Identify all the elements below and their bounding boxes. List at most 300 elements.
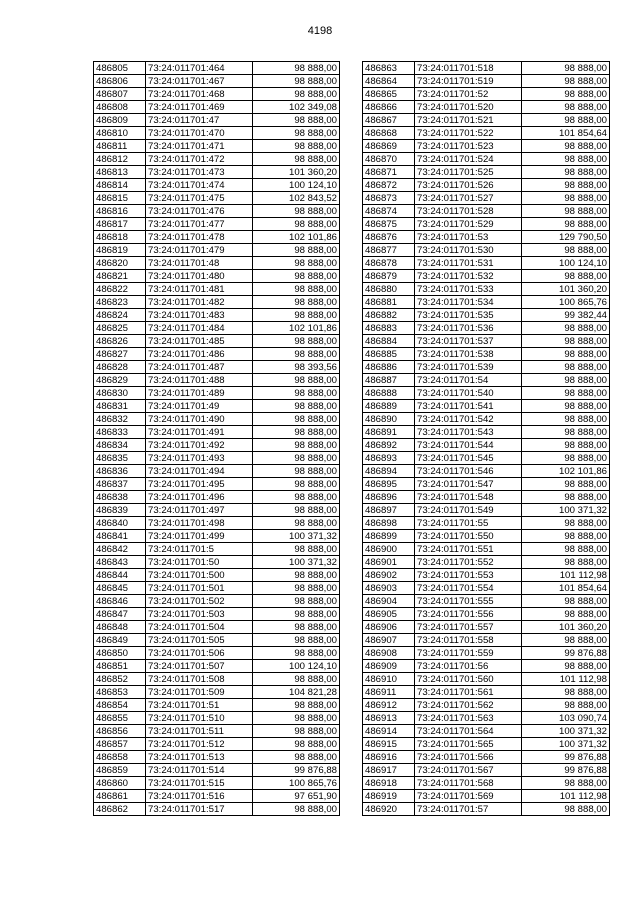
cadastral-number: 73:24:011701:475 xyxy=(146,192,253,205)
register-table-left xyxy=(93,61,340,816)
cadastral-number: 73:24:011701:50 xyxy=(146,556,253,569)
cadastral-number: 73:24:011701:524 xyxy=(415,153,522,166)
record-number: 486900 xyxy=(363,543,415,556)
cadastral-number: 73:24:011701:544 xyxy=(415,439,522,452)
cadastral-value: 98 888,00 xyxy=(253,244,340,257)
record-number: 486805 xyxy=(94,62,146,75)
cadastral-number: 73:24:011701:500 xyxy=(146,569,253,582)
table-row xyxy=(94,582,340,595)
record-number: 486841 xyxy=(94,530,146,543)
record-number: 486875 xyxy=(363,218,415,231)
record-number: 486902 xyxy=(363,569,415,582)
record-number: 486855 xyxy=(94,712,146,725)
cadastral-number: 73:24:011701:545 xyxy=(415,452,522,465)
record-number: 486844 xyxy=(94,569,146,582)
cadastral-number: 73:24:011701:521 xyxy=(415,114,522,127)
cadastral-value: 98 888,00 xyxy=(253,712,340,725)
cadastral-number: 73:24:011701:493 xyxy=(146,452,253,465)
cadastral-value: 101 360,20 xyxy=(522,621,610,634)
record-number: 486865 xyxy=(363,88,415,101)
cadastral-number: 73:24:011701:56 xyxy=(415,660,522,673)
cadastral-number: 73:24:011701:473 xyxy=(146,166,253,179)
cadastral-number: 73:24:011701:478 xyxy=(146,231,253,244)
cadastral-number: 73:24:011701:483 xyxy=(146,309,253,322)
record-number: 486834 xyxy=(94,439,146,452)
cadastral-value: 98 888,00 xyxy=(253,387,340,400)
cadastral-value: 98 888,00 xyxy=(522,686,610,699)
cadastral-value: 98 888,00 xyxy=(522,75,610,88)
cadastral-value: 98 888,00 xyxy=(522,517,610,530)
record-number: 486807 xyxy=(94,88,146,101)
table-row xyxy=(94,465,340,478)
record-number: 486813 xyxy=(94,166,146,179)
cadastral-number: 73:24:011701:497 xyxy=(146,504,253,517)
record-number: 486840 xyxy=(94,517,146,530)
table-row xyxy=(94,205,340,218)
record-number: 486833 xyxy=(94,426,146,439)
table-row xyxy=(363,140,610,153)
cadastral-value: 98 888,00 xyxy=(522,413,610,426)
table-row xyxy=(94,374,340,387)
table-row xyxy=(363,608,610,621)
record-number: 486877 xyxy=(363,244,415,257)
cadastral-value: 98 888,00 xyxy=(522,62,610,75)
table-row xyxy=(94,530,340,543)
table-row xyxy=(94,751,340,764)
record-number: 486918 xyxy=(363,777,415,790)
table-row xyxy=(363,634,610,647)
cadastral-value: 99 876,88 xyxy=(522,647,610,660)
cadastral-number: 73:24:011701:562 xyxy=(415,699,522,712)
record-number: 486866 xyxy=(363,101,415,114)
record-number: 486846 xyxy=(94,595,146,608)
record-number: 486851 xyxy=(94,660,146,673)
table-row xyxy=(94,192,340,205)
cadastral-value: 98 888,00 xyxy=(253,725,340,738)
cadastral-value: 98 888,00 xyxy=(522,387,610,400)
table-row xyxy=(94,634,340,647)
table-row xyxy=(94,608,340,621)
record-number: 486809 xyxy=(94,114,146,127)
cadastral-number: 73:24:011701:487 xyxy=(146,361,253,374)
cadastral-value: 98 888,00 xyxy=(522,530,610,543)
table-row xyxy=(363,556,610,569)
record-number: 486904 xyxy=(363,595,415,608)
cadastral-number: 73:24:011701:543 xyxy=(415,426,522,439)
cadastral-value: 98 888,00 xyxy=(522,452,610,465)
table-row xyxy=(94,452,340,465)
record-number: 486858 xyxy=(94,751,146,764)
record-number: 486826 xyxy=(94,335,146,348)
cadastral-value: 98 888,00 xyxy=(522,803,610,816)
cadastral-number: 73:24:011701:565 xyxy=(415,738,522,751)
table-row xyxy=(94,114,340,127)
cadastral-value: 98 888,00 xyxy=(253,309,340,322)
table-row xyxy=(94,88,340,101)
cadastral-number: 73:24:011701:486 xyxy=(146,348,253,361)
record-number: 486892 xyxy=(363,439,415,452)
table-row xyxy=(363,374,610,387)
table-row xyxy=(94,712,340,725)
table-row xyxy=(363,244,610,257)
record-number: 486810 xyxy=(94,127,146,140)
cadastral-value: 98 888,00 xyxy=(253,738,340,751)
table-row xyxy=(363,452,610,465)
cadastral-number: 73:24:011701:546 xyxy=(415,465,522,478)
record-number: 486890 xyxy=(363,413,415,426)
table-row xyxy=(94,686,340,699)
table-row xyxy=(94,257,340,270)
cadastral-number: 73:24:011701:482 xyxy=(146,296,253,309)
cadastral-number: 73:24:011701:476 xyxy=(146,205,253,218)
table-row xyxy=(363,400,610,413)
table-row xyxy=(94,426,340,439)
cadastral-value: 98 888,00 xyxy=(522,335,610,348)
table-row xyxy=(363,803,610,816)
cadastral-number: 73:24:011701:563 xyxy=(415,712,522,725)
cadastral-value: 98 888,00 xyxy=(253,491,340,504)
record-number: 486917 xyxy=(363,764,415,777)
record-number: 486894 xyxy=(363,465,415,478)
table-row xyxy=(94,322,340,335)
cadastral-number: 73:24:011701:547 xyxy=(415,478,522,491)
cadastral-number: 73:24:011701:464 xyxy=(146,62,253,75)
cadastral-number: 73:24:011701:540 xyxy=(415,387,522,400)
table-row xyxy=(363,790,610,803)
cadastral-value: 98 888,00 xyxy=(253,699,340,712)
record-number: 486838 xyxy=(94,491,146,504)
cadastral-number: 73:24:011701:509 xyxy=(146,686,253,699)
table-row xyxy=(363,725,610,738)
cadastral-number: 73:24:011701:498 xyxy=(146,517,253,530)
cadastral-value: 100 124,10 xyxy=(253,660,340,673)
cadastral-value: 100 124,10 xyxy=(253,179,340,192)
record-number: 486872 xyxy=(363,179,415,192)
table-row xyxy=(363,231,610,244)
cadastral-number: 73:24:011701:507 xyxy=(146,660,253,673)
cadastral-value: 98 888,00 xyxy=(522,699,610,712)
cadastral-number: 73:24:011701:566 xyxy=(415,751,522,764)
cadastral-number: 73:24:011701:469 xyxy=(146,101,253,114)
cadastral-value: 98 888,00 xyxy=(522,634,610,647)
cadastral-number: 73:24:011701:48 xyxy=(146,257,253,270)
record-number: 486913 xyxy=(363,712,415,725)
cadastral-number: 73:24:011701:527 xyxy=(415,192,522,205)
record-number: 486822 xyxy=(94,283,146,296)
table-row xyxy=(94,413,340,426)
cadastral-number: 73:24:011701:515 xyxy=(146,777,253,790)
table-row xyxy=(363,205,610,218)
cadastral-number: 73:24:011701:517 xyxy=(146,803,253,816)
record-number: 486891 xyxy=(363,426,415,439)
table-row xyxy=(363,478,610,491)
cadastral-number: 73:24:011701:52 xyxy=(415,88,522,101)
table-row xyxy=(363,75,610,88)
table-row xyxy=(94,166,340,179)
record-number: 486856 xyxy=(94,725,146,738)
record-number: 486812 xyxy=(94,153,146,166)
cadastral-value: 98 888,00 xyxy=(253,257,340,270)
cadastral-value: 98 888,00 xyxy=(253,647,340,660)
table-row xyxy=(94,140,340,153)
cadastral-value: 98 888,00 xyxy=(522,660,610,673)
cadastral-value: 98 888,00 xyxy=(253,634,340,647)
cadastral-number: 73:24:011701:502 xyxy=(146,595,253,608)
table-row xyxy=(363,166,610,179)
cadastral-number: 73:24:011701:489 xyxy=(146,387,253,400)
cadastral-number: 73:24:011701:541 xyxy=(415,400,522,413)
cadastral-number: 73:24:011701:534 xyxy=(415,296,522,309)
table-row xyxy=(94,660,340,673)
cadastral-value: 100 124,10 xyxy=(522,257,610,270)
cadastral-value: 98 888,00 xyxy=(522,439,610,452)
table-row xyxy=(363,348,610,361)
record-number: 486849 xyxy=(94,634,146,647)
record-number: 486828 xyxy=(94,361,146,374)
table-row xyxy=(94,738,340,751)
record-number: 486915 xyxy=(363,738,415,751)
table-row xyxy=(363,621,610,634)
cadastral-value: 100 371,32 xyxy=(522,738,610,751)
table-row xyxy=(363,322,610,335)
table-row xyxy=(363,673,610,686)
cadastral-number: 73:24:011701:550 xyxy=(415,530,522,543)
record-number: 486896 xyxy=(363,491,415,504)
cadastral-number: 73:24:011701:567 xyxy=(415,764,522,777)
record-number: 486854 xyxy=(94,699,146,712)
record-number: 486821 xyxy=(94,270,146,283)
record-number: 486901 xyxy=(363,556,415,569)
table-row xyxy=(94,725,340,738)
cadastral-value: 98 888,00 xyxy=(253,439,340,452)
cadastral-value: 98 888,00 xyxy=(253,218,340,231)
record-number: 486883 xyxy=(363,322,415,335)
cadastral-value: 98 888,00 xyxy=(522,777,610,790)
cadastral-value: 100 371,32 xyxy=(253,530,340,543)
record-number: 486848 xyxy=(94,621,146,634)
cadastral-number: 73:24:011701:513 xyxy=(146,751,253,764)
cadastral-value: 98 888,00 xyxy=(253,270,340,283)
table-row xyxy=(363,62,610,75)
table-row xyxy=(363,699,610,712)
cadastral-number: 73:24:011701:536 xyxy=(415,322,522,335)
cadastral-value: 98 888,00 xyxy=(253,478,340,491)
record-number: 486870 xyxy=(363,153,415,166)
record-number: 486824 xyxy=(94,309,146,322)
table-row xyxy=(363,686,610,699)
cadastral-value: 98 888,00 xyxy=(522,543,610,556)
cadastral-number: 73:24:011701:506 xyxy=(146,647,253,660)
record-number: 486814 xyxy=(94,179,146,192)
table-row xyxy=(94,335,340,348)
table-row xyxy=(94,218,340,231)
cadastral-value: 100 865,76 xyxy=(522,296,610,309)
table-row xyxy=(94,803,340,816)
cadastral-value: 98 888,00 xyxy=(253,348,340,361)
cadastral-value: 98 888,00 xyxy=(253,153,340,166)
cadastral-value: 98 888,00 xyxy=(253,62,340,75)
record-number: 486907 xyxy=(363,634,415,647)
cadastral-number: 73:24:011701:479 xyxy=(146,244,253,257)
record-number: 486895 xyxy=(363,478,415,491)
cadastral-value: 98 888,00 xyxy=(522,179,610,192)
cadastral-number: 73:24:011701:504 xyxy=(146,621,253,634)
table-row xyxy=(363,257,610,270)
table-row xyxy=(94,62,340,75)
table-row xyxy=(363,179,610,192)
table-row xyxy=(94,283,340,296)
table-row xyxy=(363,88,610,101)
table-row xyxy=(94,595,340,608)
cadastral-number: 73:24:011701:480 xyxy=(146,270,253,283)
table-row xyxy=(363,582,610,595)
cadastral-number: 73:24:011701:561 xyxy=(415,686,522,699)
table-row xyxy=(363,387,610,400)
record-number: 486869 xyxy=(363,140,415,153)
page-number: 4198 xyxy=(307,25,333,37)
record-number: 486853 xyxy=(94,686,146,699)
cadastral-number: 73:24:011701:470 xyxy=(146,127,253,140)
record-number: 486811 xyxy=(94,140,146,153)
table-row xyxy=(94,179,340,192)
table-row xyxy=(94,400,340,413)
table-row xyxy=(363,283,610,296)
record-number: 486867 xyxy=(363,114,415,127)
table-row xyxy=(94,491,340,504)
cadastral-number: 73:24:011701:57 xyxy=(415,803,522,816)
record-number: 486903 xyxy=(363,582,415,595)
record-number: 486863 xyxy=(363,62,415,75)
cadastral-number: 73:24:011701:488 xyxy=(146,374,253,387)
table-row xyxy=(363,569,610,582)
cadastral-value: 98 888,00 xyxy=(253,140,340,153)
table-row xyxy=(363,101,610,114)
record-number: 486881 xyxy=(363,296,415,309)
table-row xyxy=(94,543,340,556)
cadastral-value: 98 888,00 xyxy=(253,608,340,621)
cadastral-value: 98 888,00 xyxy=(253,205,340,218)
cadastral-value: 98 888,00 xyxy=(522,595,610,608)
table-row xyxy=(94,517,340,530)
cadastral-value: 98 888,00 xyxy=(253,283,340,296)
cadastral-number: 73:24:011701:560 xyxy=(415,673,522,686)
cadastral-value: 98 888,00 xyxy=(522,374,610,387)
record-number: 486861 xyxy=(94,790,146,803)
cadastral-value: 101 112,98 xyxy=(522,673,610,686)
cadastral-number: 73:24:011701:508 xyxy=(146,673,253,686)
cadastral-value: 101 854,64 xyxy=(522,127,610,140)
cadastral-value: 102 101,86 xyxy=(253,322,340,335)
cadastral-number: 73:24:011701:522 xyxy=(415,127,522,140)
record-number: 486878 xyxy=(363,257,415,270)
record-number: 486886 xyxy=(363,361,415,374)
table-row xyxy=(363,517,610,530)
cadastral-number: 73:24:011701:510 xyxy=(146,712,253,725)
cadastral-value: 98 888,00 xyxy=(253,543,340,556)
table-row xyxy=(94,127,340,140)
cadastral-value: 104 821,28 xyxy=(253,686,340,699)
cadastral-number: 73:24:011701:532 xyxy=(415,270,522,283)
table-row xyxy=(94,478,340,491)
cadastral-number: 73:24:011701:511 xyxy=(146,725,253,738)
cadastral-number: 73:24:011701:528 xyxy=(415,205,522,218)
record-number: 486884 xyxy=(363,335,415,348)
table-row xyxy=(363,192,610,205)
cadastral-number: 73:24:011701:533 xyxy=(415,283,522,296)
cadastral-number: 73:24:011701:548 xyxy=(415,491,522,504)
cadastral-value: 98 888,00 xyxy=(522,491,610,504)
record-number: 486817 xyxy=(94,218,146,231)
table-row xyxy=(363,491,610,504)
cadastral-number: 73:24:011701:514 xyxy=(146,764,253,777)
record-number: 486839 xyxy=(94,504,146,517)
record-number: 486816 xyxy=(94,205,146,218)
cadastral-number: 73:24:011701:499 xyxy=(146,530,253,543)
cadastral-value: 98 888,00 xyxy=(253,595,340,608)
cadastral-number: 73:24:011701:477 xyxy=(146,218,253,231)
record-number: 486914 xyxy=(363,725,415,738)
record-number: 486885 xyxy=(363,348,415,361)
table-row xyxy=(94,348,340,361)
cadastral-value: 101 854,64 xyxy=(522,582,610,595)
table-row xyxy=(94,556,340,569)
record-number: 486909 xyxy=(363,660,415,673)
cadastral-value: 98 888,00 xyxy=(253,751,340,764)
cadastral-number: 73:24:011701:530 xyxy=(415,244,522,257)
cadastral-number: 73:24:011701:538 xyxy=(415,348,522,361)
cadastral-number: 73:24:011701:47 xyxy=(146,114,253,127)
table-row xyxy=(94,673,340,686)
cadastral-value: 98 888,00 xyxy=(253,504,340,517)
table-row xyxy=(363,777,610,790)
table-row xyxy=(363,413,610,426)
cadastral-value: 98 888,00 xyxy=(522,218,610,231)
cadastral-number: 73:24:011701:471 xyxy=(146,140,253,153)
table-row xyxy=(94,361,340,374)
cadastral-value: 101 360,20 xyxy=(522,283,610,296)
cadastral-value: 97 651,90 xyxy=(253,790,340,803)
record-number: 486818 xyxy=(94,231,146,244)
record-number: 486831 xyxy=(94,400,146,413)
cadastral-number: 73:24:011701:555 xyxy=(415,595,522,608)
record-number: 486889 xyxy=(363,400,415,413)
record-number: 486852 xyxy=(94,673,146,686)
table-row xyxy=(94,790,340,803)
cadastral-value: 98 888,00 xyxy=(522,270,610,283)
record-number: 486906 xyxy=(363,621,415,634)
cadastral-number: 73:24:011701:505 xyxy=(146,634,253,647)
table-row xyxy=(363,595,610,608)
table-row xyxy=(363,335,610,348)
cadastral-value: 103 090,74 xyxy=(522,712,610,725)
cadastral-number: 73:24:011701:526 xyxy=(415,179,522,192)
record-number: 486864 xyxy=(363,75,415,88)
record-number: 486820 xyxy=(94,257,146,270)
cadastral-number: 73:24:011701:523 xyxy=(415,140,522,153)
record-number: 486829 xyxy=(94,374,146,387)
table-row xyxy=(94,231,340,244)
cadastral-value: 102 101,86 xyxy=(253,231,340,244)
cadastral-value: 98 393,56 xyxy=(253,361,340,374)
cadastral-number: 73:24:011701:558 xyxy=(415,634,522,647)
cadastral-value: 99 876,88 xyxy=(522,764,610,777)
cadastral-value: 100 371,32 xyxy=(253,556,340,569)
cadastral-value: 98 888,00 xyxy=(253,465,340,478)
cadastral-value: 98 888,00 xyxy=(253,621,340,634)
table-row xyxy=(94,504,340,517)
record-number: 486911 xyxy=(363,686,415,699)
record-number: 486880 xyxy=(363,283,415,296)
